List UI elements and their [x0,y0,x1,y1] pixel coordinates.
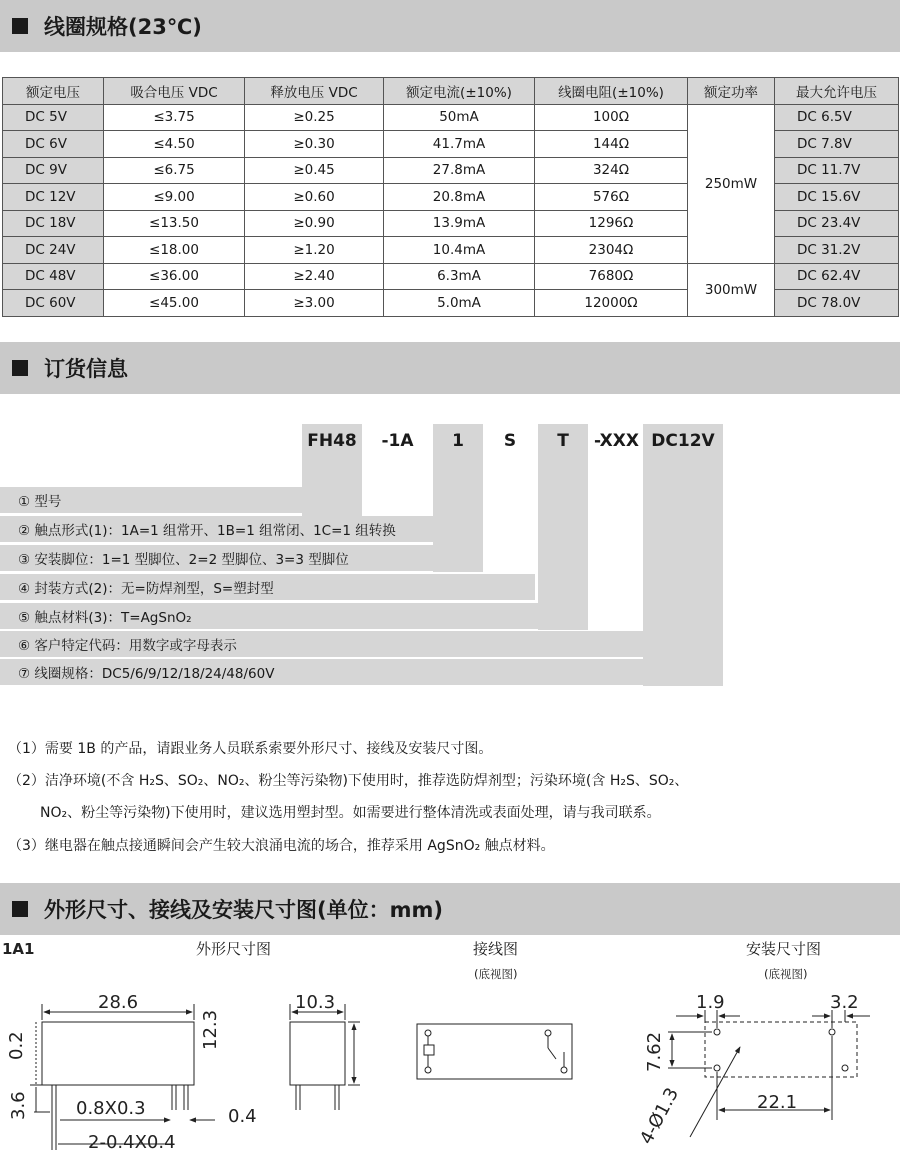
table-cell: 20.8mA [384,184,535,211]
coil-section-header [0,0,900,52]
code-part-package: S [503,431,517,451]
table-cell: ≤4.50 [104,131,245,158]
table-row [3,263,899,290]
dim-m2: 3.2 [830,992,859,1013]
table-header-cell: 额定电压 [3,78,104,105]
table-cell: 41.7mA [384,131,535,158]
dim-pin-thickness: 0.4 [228,1106,257,1127]
table-cell: 2304Ω [535,237,688,264]
table-cell: DC 60V [3,290,104,317]
table-cell: DC 9V [3,157,104,184]
dim-gap: 0.2 [6,1031,27,1060]
table-cell: 6.3mA [384,263,535,290]
dim-height: 12.3 [200,1009,221,1050]
dim-pin-size: 0.8X0.3 [76,1098,146,1119]
square-bullet-icon [12,901,28,917]
table-header-cell: 额定功率 [688,78,775,105]
table-cell: DC 6V [3,131,104,158]
table-cell: 7680Ω [535,263,688,290]
table-cell: 13.9mA [384,210,535,237]
table-cell: DC 6.5V [775,104,899,131]
table-cell: ≤9.00 [104,184,245,211]
power-cell-250: 250mW [688,104,775,263]
table-cell: DC 62.4V [775,263,899,290]
section-title: 线圈规格(23℃) [44,15,202,39]
code-part-coil: DC12V [643,424,723,458]
coil-spec-table [2,77,899,317]
order-item-5: ⑤ 触点材料(3)：T=AgSnO₂ [0,603,588,629]
order-section-header [0,342,900,394]
table-header-cell: 吸合电压 VDC [104,78,245,105]
table-cell: ≥0.60 [245,184,384,211]
note-2: （2）洁净环境(不含 H₂S、SO₂、NO₂、粉尘等污染物)下使用时，推荐选防焊剂型；污染环境(含 H₂S、SO₂、 [8,773,689,789]
table-cell: ≥3.00 [245,290,384,317]
table-cell: 576Ω [535,184,688,211]
table-cell: DC 12V [3,184,104,211]
table-cell: 100Ω [535,104,688,131]
dim-m4: 22.1 [757,1092,798,1113]
table-cell: ≥0.30 [245,131,384,158]
outline-title: 外形尺寸图 [196,940,272,958]
table-cell: ≤13.50 [104,210,245,237]
table-cell: DC 31.2V [775,237,899,264]
code-part-material: T [538,424,588,458]
table-cell: DC 78.0V [775,290,899,317]
code-part-contact: -1A [381,431,414,451]
table-cell: ≥0.45 [245,157,384,184]
code-part-model: FH48 [302,424,362,458]
table-cell: ≥1.20 [245,237,384,264]
section-title: 外形尺寸、接线及安装尺寸图(单位：mm) [44,898,443,922]
wiring-diagram [417,1024,572,1079]
relay-side-view [42,1022,194,1085]
code-part-custom: -XXX [594,431,639,451]
table-cell: ≤45.00 [104,290,245,317]
table-header-cell: 释放电压 VDC [245,78,384,105]
table-header-cell: 额定电流(±10%) [384,78,535,105]
table-cell: DC 48V [3,263,104,290]
variant-label: 1A1 [2,940,35,958]
table-cell: 5.0mA [384,290,535,317]
table-cell: 27.8mA [384,157,535,184]
dim-length: 28.6 [98,992,139,1013]
table-cell: ≤36.00 [104,263,245,290]
order-item-1: ① 型号 [0,487,362,513]
dim-hole: 4-Ø1.3 [636,1084,684,1148]
table-cell: ≤3.75 [104,104,245,131]
mounting-title: 安装尺寸图 [746,940,822,958]
order-item-7: ⑦ 线圈规格：DC5/6/9/12/18/24/48/60V [0,659,723,685]
table-cell: DC 11.7V [775,157,899,184]
note-2-cont: NO₂、粉尘等污染物)下使用时，建议选用塑封型。如需要进行整体清洗或表面处理，请与我司联系。 [40,805,661,821]
table-cell: DC 24V [3,237,104,264]
note-3: （3）继电器在触点接通瞬间会产生较大浪涌电流的场合，推荐采用 AgSnO₂ 触点材料。 [8,838,555,854]
code-strip [643,458,723,686]
table-cell: 1296Ω [535,210,688,237]
table-cell: ≥2.40 [245,263,384,290]
order-item-4: ④ 封装方式(2)：无=防焊剂型，S=塑封型 [0,574,535,600]
power-cell-300: 300mW [688,263,775,316]
order-item-6: ⑥ 客户特定代码：用数字或字母表示 [0,631,643,657]
dim-m1: 1.9 [696,992,725,1013]
table-cell: 144Ω [535,131,688,158]
table-header-row [3,78,899,105]
table-cell: 50mA [384,104,535,131]
wiring-subtitle: (底视图) [474,967,518,981]
table-cell: ≥0.25 [245,104,384,131]
table-row [3,104,899,131]
relay-front-view [290,1022,345,1085]
table-cell: DC 15.6V [775,184,899,211]
code-part-pin: 1 [433,424,483,458]
table-header-cell: 线圈电阻(±10%) [535,78,688,105]
table-cell: ≤6.75 [104,157,245,184]
square-bullet-icon [12,360,28,376]
note-1: （1）需要 1B 的产品，请跟业务人员联系索要外形尺寸、接线及安装尺寸图。 [8,741,493,757]
mounting-subtitle: (底视图) [764,967,808,981]
dim-pin-length: 3.6 [8,1091,29,1120]
table-cell: DC 5V [3,104,104,131]
wiring-title: 接线图 [473,940,519,958]
section-title: 订货信息 [44,357,128,381]
table-cell: DC 23.4V [775,210,899,237]
dimension-section-header [0,883,900,935]
table-cell: ≥0.90 [245,210,384,237]
table-cell: 12000Ω [535,290,688,317]
table-header-cell: 最大允许电压 [775,78,899,105]
square-bullet-icon [12,18,28,34]
table-cell: 324Ω [535,157,688,184]
dim-m3: 7.62 [644,1031,665,1072]
order-item-2: ② 触点形式(1)：1A=1 组常开、1B=1 组常闭、1C=1 组转换 [0,516,433,542]
dim-width: 10.3 [295,992,336,1013]
table-cell: ≤18.00 [104,237,245,264]
table-cell: DC 18V [3,210,104,237]
table-cell: DC 7.8V [775,131,899,158]
dim-pin-pair: 2-0.4X0.4 [88,1132,176,1153]
order-item-3: ③ 安装脚位：1=1 型脚位、2=2 型脚位、3=3 型脚位 [0,545,483,571]
table-cell: 10.4mA [384,237,535,264]
